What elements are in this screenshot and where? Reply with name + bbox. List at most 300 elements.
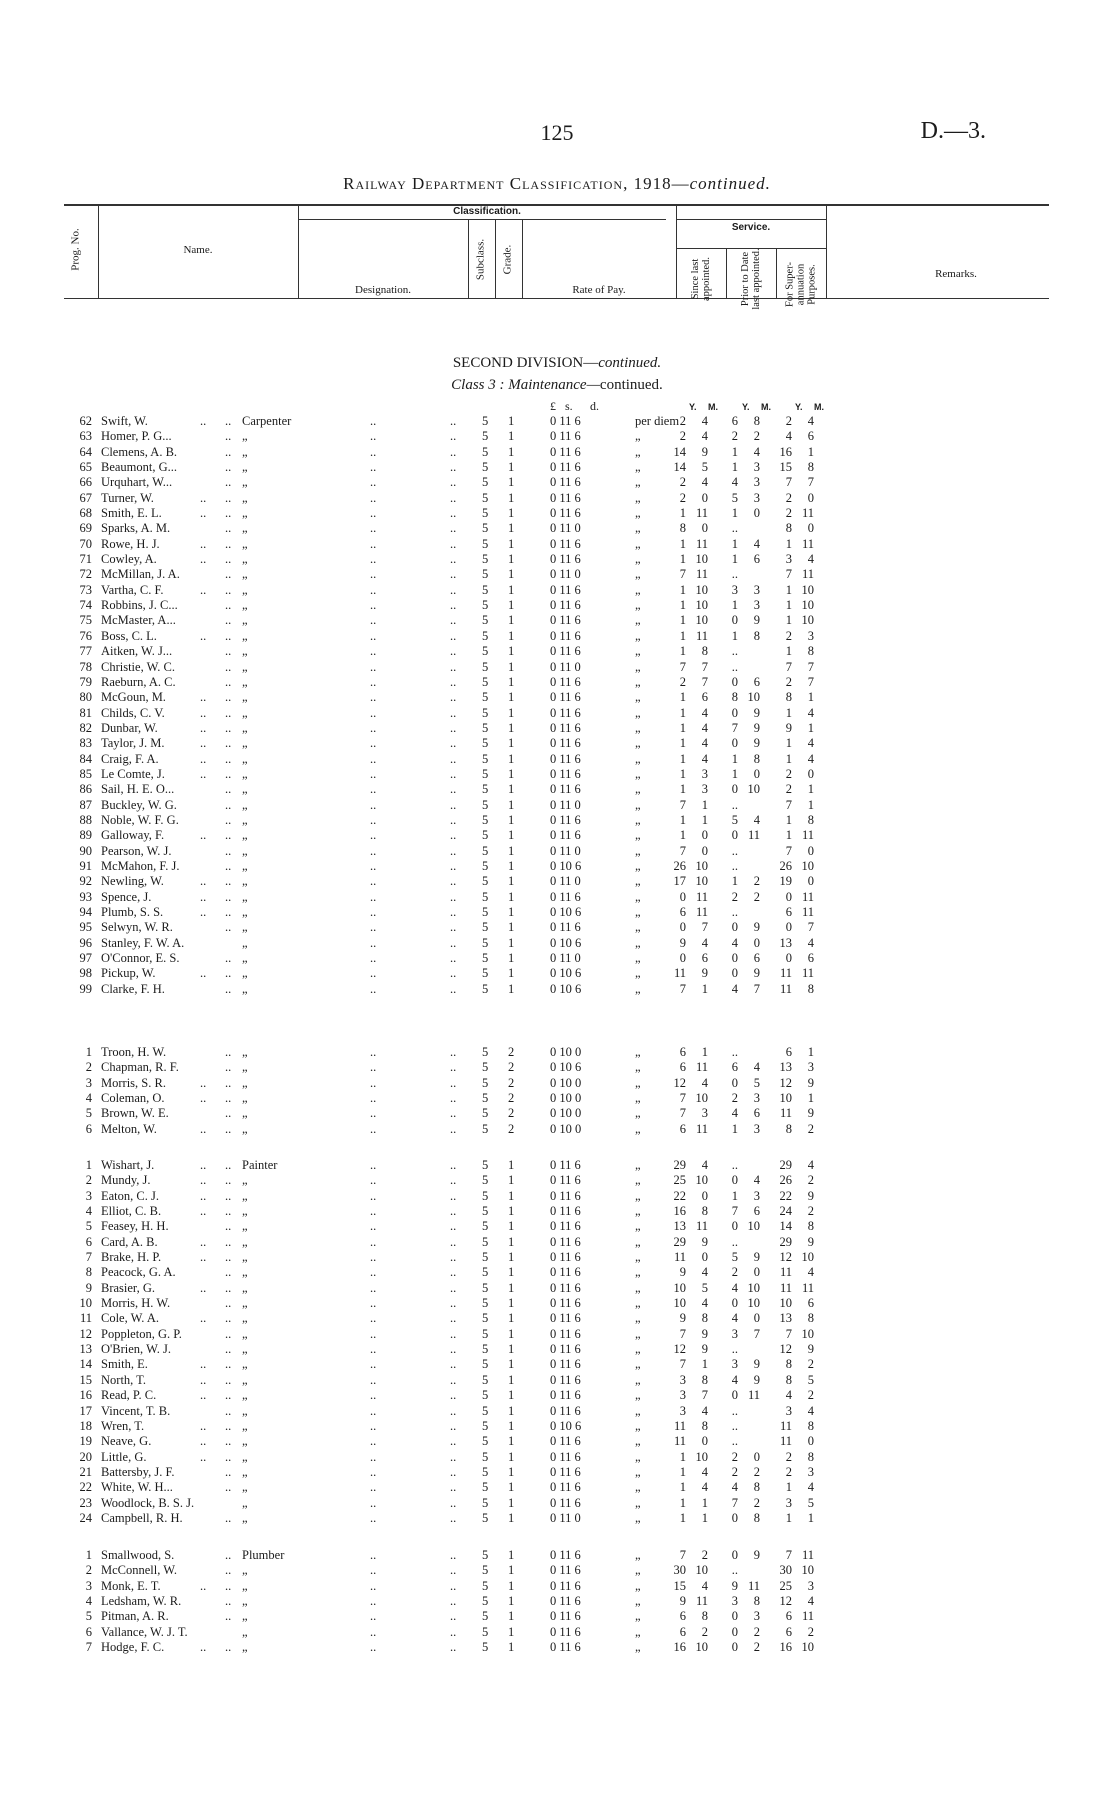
grade: 1	[508, 736, 515, 751]
subclass: 5	[482, 736, 489, 751]
pay-period: „	[635, 843, 641, 858]
prior-years: 1	[731, 552, 738, 567]
name-dots: ..	[200, 1075, 207, 1090]
grade: 1	[508, 1403, 515, 1418]
rate-of-pay: 0 11 6	[550, 766, 581, 781]
leader-dots: ..	[225, 1296, 232, 1311]
rate-of-pay: 0 11 6	[550, 1578, 581, 1593]
designation: „	[242, 1326, 248, 1341]
grade: 1	[508, 1510, 515, 1525]
rate-of-pay: 0 11 6	[550, 429, 581, 444]
name-dots: ..	[200, 766, 207, 781]
leader-dots: ..	[450, 598, 457, 613]
leader-dots: ..	[370, 1357, 377, 1372]
pay-period: „	[635, 1495, 641, 1510]
unit-super-months: M.	[814, 402, 824, 412]
prior-years: 2	[731, 429, 738, 444]
since-years: 16	[673, 1640, 686, 1655]
since-months: 0	[701, 1250, 708, 1265]
leader-dots: ..	[225, 1548, 232, 1562]
super-months: 9	[807, 1106, 814, 1121]
grade: 1	[508, 1173, 515, 1188]
leader-dots: ..	[370, 1563, 377, 1578]
since-months: 4	[701, 1158, 708, 1172]
leader-dots: ..	[450, 843, 457, 858]
designation: „	[242, 1403, 248, 1418]
table-row	[70, 660, 1060, 675]
rate-of-pay: 0 11 6	[550, 1434, 581, 1449]
grade: 1	[508, 429, 515, 444]
table-row	[70, 1091, 1060, 1106]
grade: 1	[508, 828, 515, 843]
since-months: 0	[701, 490, 708, 505]
super-years: 11	[779, 1418, 792, 1433]
prior-years: 1	[731, 766, 738, 781]
prog-no: 16	[79, 1388, 92, 1403]
rate-of-pay: 0 11 6	[550, 1296, 581, 1311]
since-months: 11	[695, 905, 708, 919]
employee-name: Elliot, C. B.	[101, 1204, 162, 1219]
leader-dots: ..	[370, 552, 377, 567]
prior-months: 9	[753, 1357, 760, 1372]
pay-period: „	[635, 951, 641, 966]
employee-name: Clemens, A. B.	[101, 444, 178, 459]
since-months: 8	[701, 1418, 708, 1433]
designation: „	[242, 1495, 248, 1510]
leader-dots: ..	[450, 981, 457, 996]
since-years: 6	[679, 1609, 686, 1624]
since-years: 7	[679, 1548, 686, 1562]
designation: Carpenter	[242, 414, 292, 428]
leader-dots: ..	[225, 1449, 232, 1464]
subclass: 5	[482, 674, 489, 689]
employee-name: Brown, W. E.	[101, 1106, 169, 1121]
table-row	[70, 721, 1060, 736]
super-years: 2	[785, 1449, 792, 1464]
designation: „	[242, 736, 248, 751]
subclass: 5	[482, 490, 489, 505]
pay-period: „	[635, 1106, 641, 1121]
subclass: 5	[482, 1594, 489, 1609]
rate-of-pay: 0 11 6	[550, 1372, 581, 1387]
designation: „	[242, 1121, 248, 1136]
leader-dots: ..	[450, 1342, 457, 1357]
since-years: 14	[673, 460, 686, 475]
leader-dots: ..	[225, 1434, 232, 1449]
super-months: 10	[801, 1250, 814, 1265]
prior-months: 2	[753, 1464, 760, 1479]
leader-dots: ..	[370, 1372, 377, 1387]
prog-no: 62	[79, 414, 92, 428]
super-years: 29	[779, 1234, 792, 1249]
pay-period: „	[635, 1388, 641, 1403]
pay-period: „	[635, 490, 641, 505]
employee-name: Coleman, O.	[101, 1091, 165, 1106]
table-row	[70, 1496, 1060, 1511]
prog-no: 10	[79, 1296, 92, 1311]
grade: 1	[508, 1372, 515, 1387]
super-months: 11	[801, 1548, 814, 1562]
since-months: 11	[695, 506, 708, 521]
super-years: 1	[785, 736, 792, 751]
pay-period: „	[635, 1121, 641, 1136]
employee-name: Buckley, W. G.	[101, 797, 177, 812]
name-dots: ..	[200, 1449, 207, 1464]
super-months: 7	[807, 659, 814, 674]
leader-dots: ..	[450, 812, 457, 827]
grade: 1	[508, 1250, 515, 1265]
since-months: 4	[701, 1265, 708, 1280]
table-row	[70, 1419, 1060, 1434]
rate-of-pay: 0 10 6	[550, 935, 582, 950]
leader-dots: ..	[370, 1480, 377, 1495]
since-years: 1	[679, 766, 686, 781]
subclass: 5	[482, 1510, 489, 1525]
rate-of-pay: 0 11 6	[550, 506, 581, 521]
leader-dots: ..	[225, 552, 232, 567]
designation: „	[242, 475, 248, 490]
designation: „	[242, 1296, 248, 1311]
prior-years: 9	[731, 1578, 738, 1593]
service-rule	[676, 219, 826, 220]
leader-dots: ..	[225, 1060, 232, 1075]
prior-years: 0	[731, 705, 738, 720]
leader-dots: ..	[450, 1418, 457, 1433]
grade: 1	[508, 1234, 515, 1249]
subclass: 5	[482, 460, 489, 475]
leader-dots: ..	[370, 1510, 377, 1525]
employee-name: Troon, H. W.	[101, 1045, 167, 1059]
prog-no: 72	[79, 567, 92, 582]
leader-dots: ..	[225, 1357, 232, 1372]
super-years: 1	[785, 812, 792, 827]
grade: 1	[508, 1158, 515, 1172]
leader-dots: ..	[225, 1121, 232, 1136]
prior-months: 3	[753, 1121, 760, 1136]
grade: 1	[508, 475, 515, 490]
grade: 1	[508, 644, 515, 659]
leader-dots: ..	[370, 1578, 377, 1593]
name-dots: ..	[200, 536, 207, 551]
since-years: 1	[679, 812, 686, 827]
rate-of-pay: 0 11 0	[550, 567, 581, 582]
super-years: 13	[779, 1311, 792, 1326]
rate-of-pay: 0 11 6	[550, 1480, 581, 1495]
super-years: 1	[785, 828, 792, 843]
name-dots: ..	[200, 490, 207, 505]
subclass: 5	[482, 1173, 489, 1188]
prog-no: 77	[79, 644, 92, 659]
pay-period: „	[635, 1609, 641, 1624]
since-years: 14	[673, 444, 686, 459]
subclass: 5	[482, 1418, 489, 1433]
employee-name: Noble, W. F. G.	[101, 812, 179, 827]
grade: 1	[508, 1563, 515, 1578]
name-dots: ..	[200, 506, 207, 521]
prior-years: 0	[731, 966, 738, 981]
super-years: 6	[785, 905, 792, 919]
since-years: 1	[679, 736, 686, 751]
pay-period: „	[635, 812, 641, 827]
employee-name: Stanley, F. W. A.	[101, 935, 185, 950]
employee-name: Beaumont, G...	[101, 460, 178, 475]
rate-of-pay: 0 11 0	[550, 659, 581, 674]
leader-dots: ..	[225, 1403, 232, 1418]
grade: 1	[508, 552, 515, 567]
table-row	[70, 828, 1060, 843]
prog-no: 90	[79, 843, 92, 858]
since-months: 8	[701, 644, 708, 659]
prior-years: 8	[731, 690, 738, 705]
leader-dots: ..	[225, 1342, 232, 1357]
prog-no: 96	[79, 935, 92, 950]
since-years: 6	[679, 1045, 686, 1059]
leader-dots: ..	[450, 1403, 457, 1418]
subclass: 5	[482, 1624, 489, 1639]
since-months: 4	[701, 475, 708, 490]
since-months: 0	[701, 521, 708, 536]
prior-months: 3	[753, 460, 760, 475]
super-months: 3	[807, 1464, 814, 1479]
since-years: 7	[679, 659, 686, 674]
since-months: 9	[701, 1342, 708, 1357]
leader-dots: ..	[225, 690, 232, 705]
super-months: 1	[807, 1510, 814, 1525]
since-years: 11	[673, 1434, 686, 1449]
leader-dots: ..	[225, 628, 232, 643]
divider-prior	[776, 249, 777, 298]
grade: 1	[508, 751, 515, 766]
subclass: 5	[482, 1434, 489, 1449]
table-row	[70, 1281, 1060, 1296]
rate-of-pay: 0 11 6	[550, 812, 581, 827]
rate-of-pay: 0 11 6	[550, 751, 581, 766]
leader-dots: ..	[370, 444, 377, 459]
table-row	[70, 552, 1060, 567]
since-months: 6	[701, 951, 708, 966]
subclass: 5	[482, 1250, 489, 1265]
super-months: 8	[807, 1311, 814, 1326]
leader-dots: ..	[450, 1357, 457, 1372]
header-prior-to: Prior to Date last appointed.	[740, 248, 762, 310]
header-prog-no: Prog. No.	[69, 228, 82, 271]
header-designation: Designation.	[355, 284, 411, 296]
grade: 1	[508, 889, 515, 904]
super-months: 11	[801, 567, 814, 582]
grade: 1	[508, 613, 515, 628]
subclass: 5	[482, 981, 489, 996]
prog-no: 4	[85, 1204, 92, 1219]
leader-dots: ..	[450, 874, 457, 889]
leader-dots: ..	[370, 582, 377, 597]
leader-dots: ..	[225, 1563, 232, 1578]
since-years: 12	[673, 1342, 686, 1357]
name-dots: ..	[200, 1091, 207, 1106]
leader-dots: ..	[225, 460, 232, 475]
prior-months: 9	[753, 1250, 760, 1265]
prior-months: 10	[747, 1280, 760, 1295]
prior-years: 4	[731, 1372, 738, 1387]
since-years: 2	[679, 674, 686, 689]
leader-dots: ..	[370, 1091, 377, 1106]
pay-period: „	[635, 1326, 641, 1341]
leader-dots: ..	[370, 1250, 377, 1265]
designation: „	[242, 1342, 248, 1357]
prog-no: 3	[85, 1075, 92, 1090]
name-dots: ..	[200, 1372, 207, 1387]
super-years: 7	[785, 843, 792, 858]
designation: „	[242, 951, 248, 966]
grade: 1	[508, 1464, 515, 1479]
super-years: 10	[779, 1296, 792, 1311]
since-years: 0	[679, 889, 686, 904]
subclass: 5	[482, 1609, 489, 1624]
leader-dots: ..	[450, 858, 457, 873]
leader-dots: ..	[450, 751, 457, 766]
since-months: 11	[695, 889, 708, 904]
since-months: 10	[695, 874, 708, 889]
leader-dots: ..	[450, 828, 457, 843]
table-row	[70, 1327, 1060, 1342]
prior-years: 0	[731, 828, 738, 843]
super-years: 6	[785, 1045, 792, 1059]
subclass: 5	[482, 1091, 489, 1106]
table-row	[70, 460, 1060, 475]
prog-no: 99	[79, 981, 92, 996]
carpenter-group-b	[70, 1045, 1060, 1137]
super-months: 2	[807, 1388, 814, 1403]
leader-dots: ..	[370, 751, 377, 766]
prog-no: 80	[79, 690, 92, 705]
designation: „	[242, 1609, 248, 1624]
prog-no: 2	[85, 1563, 92, 1578]
leader-dots: ..	[450, 1510, 457, 1525]
since-months: 10	[695, 598, 708, 613]
leader-dots: ..	[225, 1045, 232, 1059]
subclass: 5	[482, 966, 489, 981]
designation: „	[242, 613, 248, 628]
super-months: 8	[807, 644, 814, 659]
pay-period: „	[635, 1594, 641, 1609]
employee-name: Smith, E. L.	[101, 506, 162, 521]
super-months: 8	[807, 1449, 814, 1464]
since-months: 5	[701, 1280, 708, 1295]
grade: 1	[508, 690, 515, 705]
leader-dots: ..	[225, 736, 232, 751]
header-grade: Grade.	[501, 244, 514, 275]
prog-no: 73	[79, 582, 92, 597]
subclass: 5	[482, 1464, 489, 1479]
prog-no: 2	[85, 1060, 92, 1075]
prog-no: 5	[85, 1106, 92, 1121]
super-months: 4	[807, 751, 814, 766]
table-row	[70, 1265, 1060, 1280]
prior-months: 2	[753, 874, 760, 889]
leader-dots: ..	[370, 521, 377, 536]
prog-no: 92	[79, 874, 92, 889]
leader-dots: ..	[225, 674, 232, 689]
prog-no: 15	[79, 1372, 92, 1387]
leader-dots: ..	[370, 935, 377, 950]
prog-no: 4	[85, 1594, 92, 1609]
rate-of-pay: 0 10 6	[550, 981, 582, 996]
leader-dots: ..	[225, 966, 232, 981]
prior-months: 11	[747, 828, 760, 843]
leader-dots: ..	[370, 1173, 377, 1188]
employee-name: Eaton, C. J.	[101, 1188, 159, 1203]
name-dots: ..	[200, 705, 207, 720]
leader-dots: ..	[370, 1075, 377, 1090]
leader-dots: ..	[370, 490, 377, 505]
since-months: 4	[701, 1480, 708, 1495]
name-dots: ..	[200, 1173, 207, 1188]
leader-dots: ..	[450, 1188, 457, 1203]
name-dots: ..	[200, 736, 207, 751]
super-years: 19	[779, 874, 792, 889]
leader-dots: ..	[450, 920, 457, 935]
table-row	[70, 1609, 1060, 1624]
table-row	[70, 736, 1060, 751]
since-months: 1	[701, 1495, 708, 1510]
pay-period: „	[635, 552, 641, 567]
pay-period: „	[635, 828, 641, 843]
header-subclass: Subclass.	[474, 238, 487, 281]
table-row	[70, 752, 1060, 767]
prog-no: 9	[85, 1280, 92, 1295]
name-dots: ..	[200, 1578, 207, 1593]
rate-of-pay: 0 11 0	[550, 951, 581, 966]
super-years: 4	[785, 429, 792, 444]
employee-name: Cowley, A.	[101, 552, 157, 567]
super-years: 6	[785, 1609, 792, 1624]
super-months: 10	[801, 613, 814, 628]
table-row	[70, 859, 1060, 874]
super-months: 5	[807, 1495, 814, 1510]
prog-no: 71	[79, 552, 92, 567]
leader-dots: ..	[225, 1609, 232, 1624]
prog-no: 68	[79, 506, 92, 521]
prior-years: 5	[731, 1250, 738, 1265]
rate-of-pay: 0 11 0	[550, 797, 581, 812]
subclass: 5	[482, 1495, 489, 1510]
prog-no: 18	[79, 1418, 92, 1433]
leader-dots: ..	[225, 1075, 232, 1090]
super-months: 10	[801, 582, 814, 597]
since-months: 4	[701, 1403, 708, 1418]
designation: „	[242, 1060, 248, 1075]
designation: „	[242, 1311, 248, 1326]
leader-dots: ..	[370, 889, 377, 904]
leader-dots: ..	[370, 766, 377, 781]
designation: „	[242, 1418, 248, 1433]
leader-dots: ..	[370, 736, 377, 751]
subclass: 5	[482, 905, 489, 919]
rate-of-pay: 0 11 0	[550, 843, 581, 858]
leader-dots: ..	[370, 1106, 377, 1121]
leader-dots: ..	[450, 951, 457, 966]
designation: „	[242, 1106, 248, 1121]
grade: 1	[508, 536, 515, 551]
subclass: 5	[482, 720, 489, 735]
leader-dots: ..	[450, 705, 457, 720]
prior-years: 4	[731, 1280, 738, 1295]
super-years: 8	[785, 1372, 792, 1387]
super-years: 8	[785, 521, 792, 536]
since-months: 10	[695, 1563, 708, 1578]
leader-dots: ..	[450, 414, 457, 428]
designation: „	[242, 1280, 248, 1295]
prior-months: 2	[753, 889, 760, 904]
